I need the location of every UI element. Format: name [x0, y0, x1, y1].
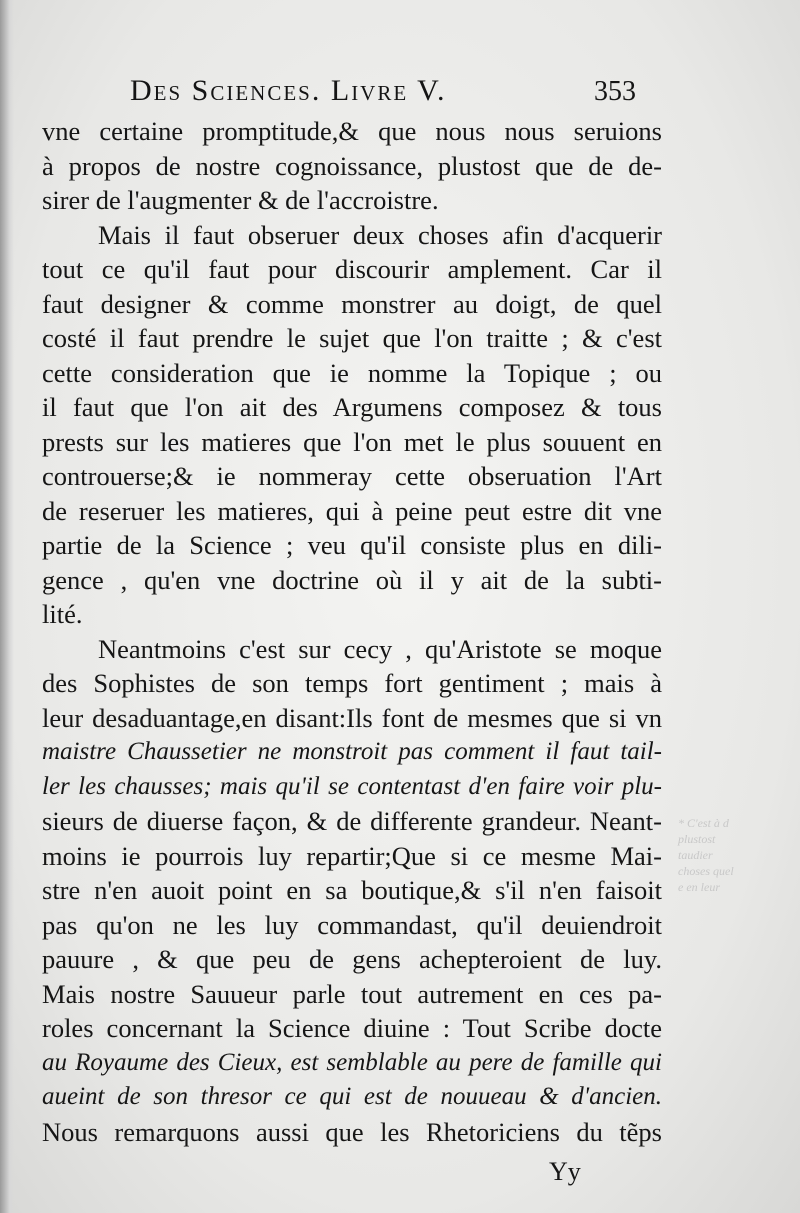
text-line: pauure , & que peu de gens achepteroient de luy. [42, 944, 662, 974]
binding-gutter-shadow [0, 0, 14, 1213]
text-line: Mais nostre Sauueur parle tout autrement en ces pa- [42, 978, 662, 1009]
text-line: sirer de l'augmenter & de l'accroistre. [42, 185, 439, 215]
text-line: lité. [42, 599, 83, 629]
text-line: tout ce qu'il faut pour discourir amplement. Car il [42, 254, 662, 284]
text-line: sieurs de diuerse façon, & de differente grandeur. Neant- [42, 806, 662, 836]
italic-quote-line: aueint de son thresor ce qui est de nouueau & d'ancien. [42, 1083, 662, 1110]
text-line: gence , qu'en vne doctrine où il y ait de la subti- [42, 564, 662, 595]
text-line: faut designer & comme monstrer au doigt, de quel [42, 288, 662, 319]
page-header [0, 72, 800, 112]
body-text [42, 114, 662, 1149]
text-line: controuerse;& ie nommeray cette obseruation l'Art [42, 461, 662, 491]
text-line: vne certaine promptitude,& que nous nous seruions [42, 116, 662, 146]
catchword-signature: Yy [549, 1157, 581, 1186]
text-line: pas qu'on ne les luy commandast, qu'il deuiendroit [42, 909, 662, 940]
bleed-line: choses quel [678, 864, 734, 878]
text-line: à propos de nostre cognoissance, plustost que de de- [42, 150, 662, 181]
text-line: moins ie pourrois luy repartir;Que si ce mesme Mai- [42, 840, 662, 871]
paragraph-start-line: Mais il faut obseruer deux choses afin d'acquerir [98, 219, 662, 250]
paragraph-start-line: Neantmoins c'est sur cecy , qu'Aristote se moque [98, 633, 662, 664]
bleed-line: * C'est à d [678, 816, 729, 830]
text-line: de reseruer les matieres, qui à peine peut estre dit vne [42, 495, 662, 526]
text-line: des Sophistes de son temps fort gentiment ; mais à [42, 668, 662, 698]
bleed-line: taudier [678, 848, 713, 862]
text-line: cette consideration que ie nomme la Topique ; ou [42, 357, 662, 388]
text-line: partie de la Science ; veu qu'il consiste plus en dili- [42, 530, 662, 560]
running-title: Des Sciences. Livre V. [130, 74, 447, 107]
text-line: il faut que l'on ait des Argumens composez & tous [42, 392, 662, 422]
text-line: Nous remarquons aussi que les Rhetoriciens du tẽps [42, 1116, 662, 1147]
italic-quote-line: ler les chausses; mais qu'il se contentast d'en faire voir plu- [42, 772, 662, 800]
italic-quote-line: maistre Chaussetier ne monstroit pas comment il faut tail- [42, 738, 662, 765]
text-line: costé il faut prendre le sujet que l'on traitte ; & c'est [42, 323, 662, 353]
text-line: roles concernant la Science diuine : Tout Scribe docte [42, 1013, 662, 1043]
text-line: leur desaduantage,en disant:Ils font de mesmes que si vn [42, 702, 662, 733]
text-line: prests sur les matieres que l'on met le plus souuent en [42, 426, 662, 457]
bleed-line: plustost [678, 832, 716, 846]
page-number: 353 [594, 76, 636, 107]
bleed-line: e en leur [678, 880, 720, 894]
text-line: stre n'en auoit point en sa boutique,& s'il n'en faisoit [42, 875, 662, 905]
italic-quote-line: au Royaume des Cieux, est semblable au pere de famille qui [42, 1048, 662, 1076]
show-through-margin-note [678, 815, 788, 895]
